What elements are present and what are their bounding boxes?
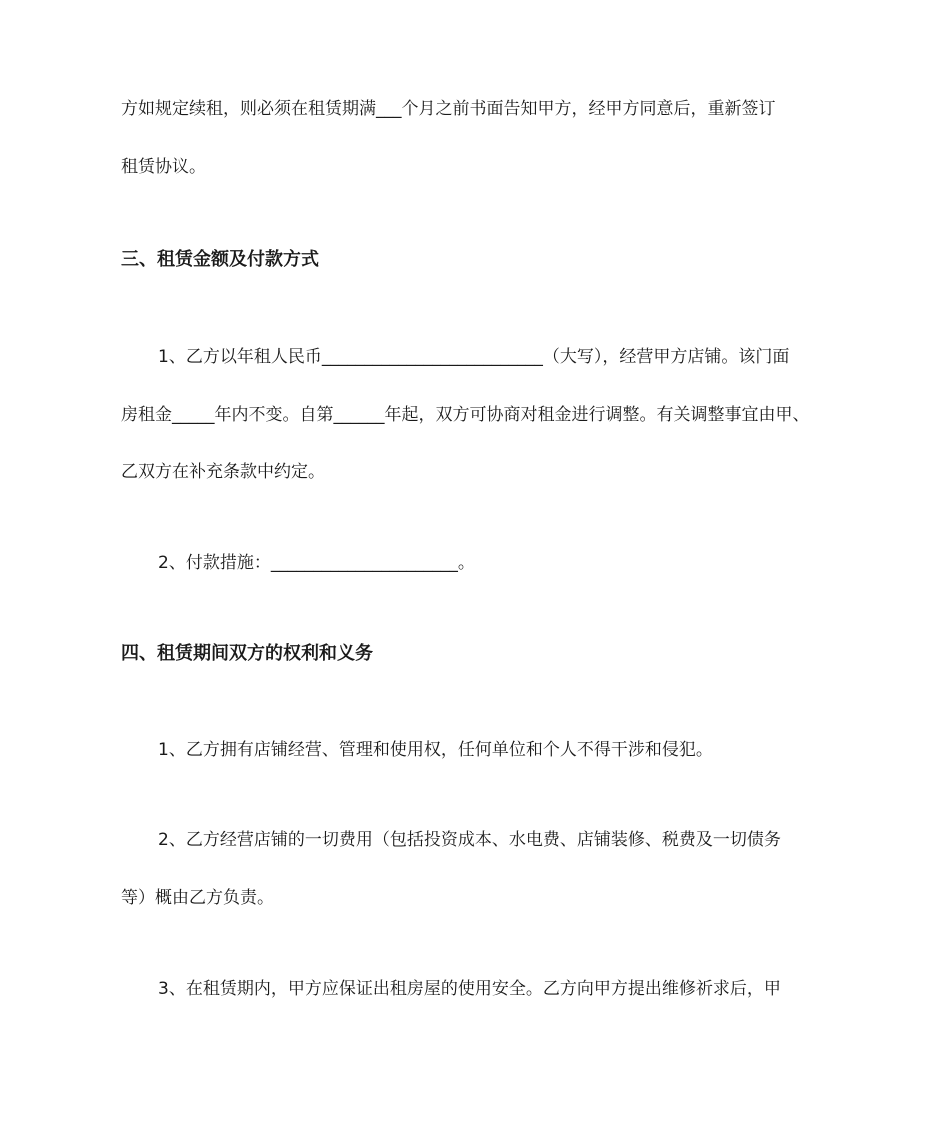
section-heading: 三、租赁金额及付款方式 [121, 249, 319, 270]
paragraph-line: 方如规定续租，则必须在租赁期满___个月之前书面告知甲方，经甲方同意后，重新签订 [121, 99, 776, 119]
paragraph-line: 等）概由乙方负责。 [121, 888, 274, 908]
paragraph-line: 乙双方在补充条款中约定。 [121, 462, 325, 482]
paragraph-line: 房租金_____年内不变。自第______年起，双方可协商对租金进行调整。有关调整事宜由甲、 [121, 405, 810, 425]
paragraph-line: 1、乙方拥有店铺经营、管理和使用权，任何单位和个人不得干涉和侵犯。 [158, 740, 713, 760]
section-heading: 四、租赁期间双方的权利和义务 [121, 643, 373, 664]
paragraph-line: 1、乙方以年租人民币__________________________（大写），经营甲方店铺。该门面 [158, 347, 790, 367]
paragraph-line: 租赁协议。 [121, 157, 206, 177]
paragraph-line: 2、付款措施：______________________。 [158, 553, 475, 573]
paragraph-line: 3、在租赁期内，甲方应保证出租房屋的使用安全。乙方向甲方提出维修祈求后，甲 [158, 979, 781, 999]
paragraph-line: 2、乙方经营店铺的一切费用（包括投资成本、水电费、店铺装修、税费及一切债务 [158, 830, 781, 850]
